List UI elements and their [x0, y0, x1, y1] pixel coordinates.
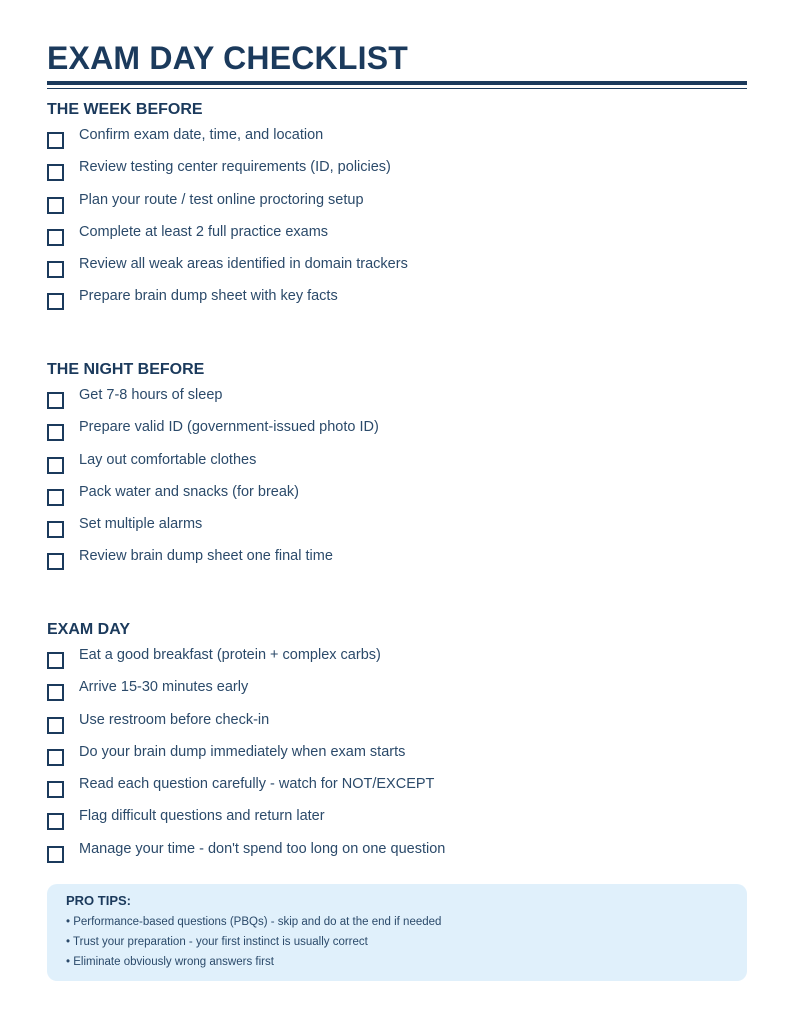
checklist-item	[47, 807, 747, 839]
checkbox[interactable]	[47, 652, 64, 669]
checklist-item-label: Plan your route / test online proctoring setup	[79, 191, 364, 208]
section-exam-day	[47, 620, 747, 872]
page-title: EXAM DAY CHECKLIST	[47, 40, 408, 76]
checkbox[interactable]	[47, 717, 64, 734]
checklist-item-label: Set multiple alarms	[79, 516, 203, 533]
section-title: THE WEEK BEFORE	[47, 101, 203, 118]
pro-tip-item: • Performance-based questions (PBQs) - skip and do at the end if needed	[66, 916, 442, 928]
checkbox[interactable]	[47, 392, 64, 409]
checklist-item-label: Prepare brain dump sheet with key facts	[79, 288, 338, 305]
checklist-item	[47, 646, 747, 678]
checklist-item-label: Manage your time - don't spend too long on one question	[79, 840, 446, 857]
checklist-item	[47, 386, 747, 418]
pro-tips-title: PRO TIPS:	[66, 893, 132, 908]
pro-tips-list	[66, 912, 728, 972]
pro-tip-item: • Eliminate obviously wrong answers first	[66, 956, 274, 968]
checklist-item	[47, 775, 747, 807]
checklist-item	[47, 547, 747, 579]
checkbox[interactable]	[47, 229, 64, 246]
checklist	[47, 646, 747, 872]
checkbox[interactable]	[47, 424, 64, 441]
checklist-item	[47, 158, 747, 190]
pro-tip-item: • Trust your preparation - your first instinct is usually correct	[66, 936, 368, 948]
checkbox[interactable]	[47, 553, 64, 570]
checklist-item-label: Read each question carefully - watch for NOT/EXCEPT	[79, 776, 435, 793]
title-divider-thick	[47, 81, 747, 85]
checkbox[interactable]	[47, 293, 64, 310]
checklist-item-label: Review all weak areas identified in domain trackers	[79, 256, 408, 273]
checklist-item-label: Review brain dump sheet one final time	[79, 548, 333, 565]
checkbox[interactable]	[47, 457, 64, 474]
checklist-item	[47, 711, 747, 743]
checkbox[interactable]	[47, 489, 64, 506]
section-title: EXAM DAY	[47, 621, 130, 638]
checklist-item	[47, 126, 747, 158]
checklist-item	[47, 255, 747, 287]
checkbox[interactable]	[47, 846, 64, 863]
checklist	[47, 386, 747, 580]
checklist-item	[47, 483, 747, 515]
checkbox[interactable]	[47, 813, 64, 830]
checklist-item	[47, 678, 747, 710]
checklist-item-label: Confirm exam date, time, and location	[79, 127, 324, 143]
checklist-item	[47, 223, 747, 255]
checklist-item	[47, 743, 747, 775]
checklist-item	[47, 191, 747, 223]
checkbox[interactable]	[47, 781, 64, 798]
checklist-item	[47, 515, 747, 547]
checklist-item	[47, 287, 747, 319]
checklist-item-label: Eat a good breakfast (protein + complex carbs)	[79, 647, 381, 663]
checkbox[interactable]	[47, 164, 64, 181]
checklist-item-label: Review testing center requirements (ID, policies)	[79, 159, 391, 176]
checklist-item-label: Get 7-8 hours of sleep	[79, 387, 223, 403]
checkbox[interactable]	[47, 132, 64, 149]
checklist-item-label: Use restroom before check-in	[79, 711, 270, 728]
checklist-item-label: Pack water and snacks (for break)	[79, 483, 300, 500]
checklist-item	[47, 418, 747, 450]
checklist-item	[47, 451, 747, 483]
title-divider-thin	[47, 88, 747, 89]
checklist-item-label: Prepare valid ID (government-issued photo ID)	[79, 419, 379, 436]
checkbox[interactable]	[47, 684, 64, 701]
checklist-item-label: Flag difficult questions and return later	[79, 808, 325, 825]
checklist-item-label: Lay out comfortable clothes	[79, 451, 257, 468]
section-night-before	[47, 360, 747, 580]
checkbox[interactable]	[47, 749, 64, 766]
checklist	[47, 126, 747, 320]
checkbox[interactable]	[47, 261, 64, 278]
checklist-item	[47, 840, 747, 872]
checklist-item-label: Arrive 15-30 minutes early	[79, 679, 249, 696]
pro-tips-box	[47, 884, 747, 981]
checklist-item-label: Do your brain dump immediately when exam starts	[79, 743, 406, 760]
section-week-before	[47, 100, 747, 320]
checkbox[interactable]	[47, 197, 64, 214]
checkbox[interactable]	[47, 521, 64, 538]
checklist-item-label: Complete at least 2 full practice exams	[79, 223, 329, 240]
section-title: THE NIGHT BEFORE	[47, 361, 205, 378]
